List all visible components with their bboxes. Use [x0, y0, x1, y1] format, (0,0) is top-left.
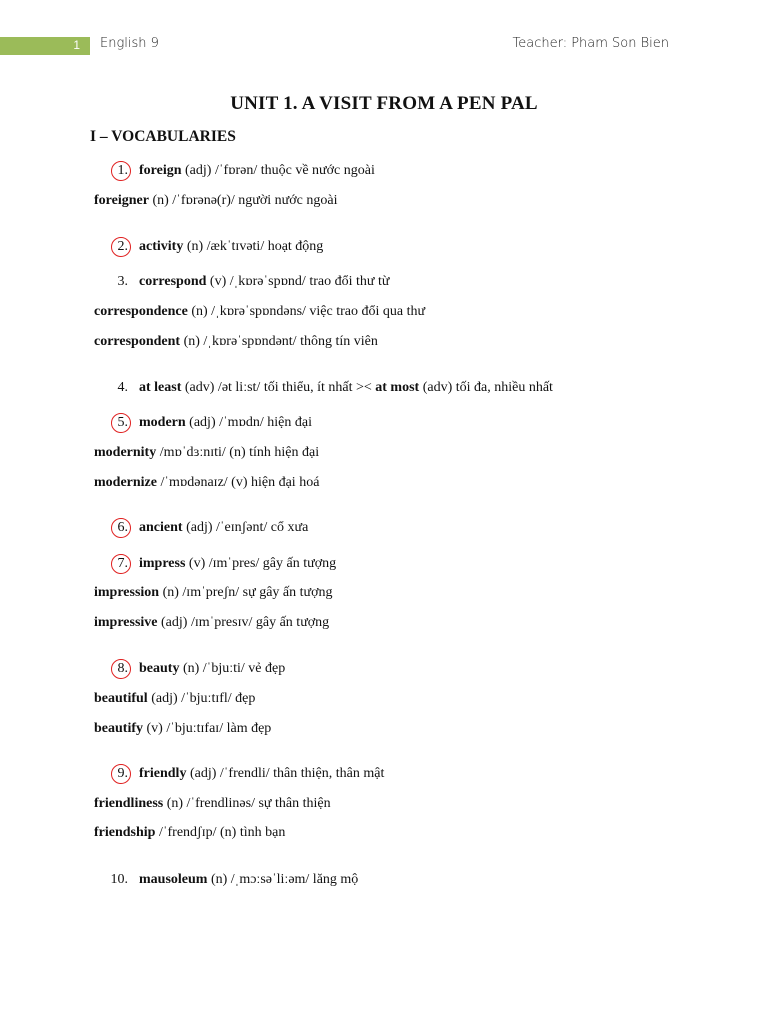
vocab-definition: /mɒˈdɜːnɪti/ (n) tính hiện đại: [156, 445, 320, 460]
vocab-word: beautify: [94, 721, 143, 736]
entry-number: 4.: [117, 380, 128, 395]
vocab-entry-derived: [94, 444, 319, 462]
page-number-badge: [0, 37, 90, 55]
vocab-word: beautiful: [94, 691, 148, 706]
entry-number: 10.: [110, 872, 128, 887]
vocab-word: ancient: [139, 520, 183, 535]
vocab-definition: (n) /ˌmɔːsəˈliːəm/ lăng mộ: [207, 872, 359, 887]
entry-number: 7.: [117, 556, 128, 571]
entry-number: 5.: [117, 415, 128, 430]
header-teacher: Teacher: Pham Son Bien: [512, 36, 669, 51]
vocab-word: impression: [94, 585, 160, 600]
vocab-definition: (n) /ˈfɒrənə(r)/ người nước ngoài: [148, 193, 338, 208]
entry-number: 8.: [117, 661, 128, 676]
red-circle-mark: [111, 659, 131, 679]
vocab-word: correspond: [139, 274, 207, 289]
vocab-word: beauty: [139, 661, 180, 676]
entry-number: 2.: [117, 239, 128, 254]
vocab-word: foreign: [139, 163, 182, 178]
vocab-definition: (adj) /ɪmˈpresɪv/ gây ấn tượng: [157, 615, 330, 630]
entry-number: 6.: [117, 520, 128, 535]
vocab-entry-derived: [94, 690, 255, 708]
red-circle-mark: [111, 764, 131, 784]
vocab-entry-main: [139, 379, 553, 397]
vocab-definition: (n) /ˈbjuːti/ vẻ đẹp: [179, 661, 286, 676]
vocab-entry-main: [139, 660, 285, 678]
vocab-definition: (n) /ˈfrendlinəs/ sự thân thiện: [163, 796, 331, 811]
vocab-definition: (n) /ɪmˈpreʃn/ sự gây ấn tượng: [159, 585, 333, 600]
vocab-definition: (adj) /ˈfɒrən/ thuộc về nước ngoài: [181, 163, 375, 178]
vocab-word: friendly: [139, 766, 187, 781]
red-circle-mark: [111, 413, 131, 433]
vocab-word: impressive: [94, 615, 158, 630]
vocab-entry-main: [139, 519, 308, 537]
vocab-definition: (v) /ˌkɒrəˈspɒnd/ trao đổi thư từ: [206, 274, 390, 289]
vocab-definition: (n) /ækˈtɪvəti/ hoạt động: [183, 239, 324, 254]
vocab-entry-derived: [94, 333, 378, 351]
vocab-entry-main: [139, 238, 323, 256]
vocab-word: correspondent: [94, 334, 181, 349]
vocab-entry-main: [139, 765, 384, 783]
page-header: [0, 37, 768, 55]
entry-number: 3.: [117, 274, 128, 289]
vocab-definition: (adj) /ˈeɪnʃənt/ cổ xưa: [182, 520, 309, 535]
vocab-entry-main: [139, 871, 358, 889]
vocab-definition: /ˈfrendʃɪp/ (n) tình bạn: [155, 825, 286, 840]
vocab-entry-derived: [94, 303, 425, 321]
vocab-entry-main: [139, 273, 389, 291]
page-number: 1: [73, 38, 80, 52]
entry-number: 9.: [117, 766, 128, 781]
vocab-definition: (adv) /ət liːst/ tối thiểu, ít nhất ><: [181, 380, 376, 395]
header-subject: English 9: [100, 36, 159, 51]
vocab-definition: (adj) /ˈbjuːtɪfl/ đẹp: [147, 691, 256, 706]
vocab-word: impress: [139, 556, 186, 571]
red-circle-mark: [111, 237, 131, 257]
red-circle-mark: [111, 161, 131, 181]
red-circle-mark: [111, 554, 131, 574]
vocab-definition: /ˈmɒdənaɪz/ (v) hiện đại hoá: [156, 475, 320, 490]
vocab-word: modernize: [94, 475, 157, 490]
vocab-word: mausoleum: [139, 872, 208, 887]
vocab-word: foreigner: [94, 193, 149, 208]
vocab-word: friendship: [94, 825, 156, 840]
vocab-entry-derived: [94, 584, 333, 602]
vocab-word: at least: [139, 380, 182, 395]
vocab-entry-main: [139, 555, 336, 573]
vocab-word: correspondence: [94, 304, 188, 319]
vocab-definition: (adv) tối đa, nhiều nhất: [419, 380, 553, 395]
vocab-word: friendliness: [94, 796, 164, 811]
vocab-entry-derived: [94, 192, 337, 210]
vocab-word: at most: [375, 380, 420, 395]
vocab-word: activity: [139, 239, 184, 254]
vocab-entry-derived: [94, 720, 271, 738]
vocab-entry-main: [139, 162, 375, 180]
vocab-definition: (adj) /ˈfrendli/ thân thiện, thân mật: [186, 766, 385, 781]
vocab-definition: (v) /ˈbjuːtɪfaɪ/ làm đẹp: [143, 721, 272, 736]
vocab-entry-derived: [94, 824, 285, 842]
entry-number: 1.: [117, 163, 128, 178]
section-title: I – VOCABULARIES: [90, 128, 236, 145]
document-title: UNIT 1. A VISIT FROM A PEN PAL: [230, 93, 538, 114]
vocab-entry-derived: [94, 614, 329, 632]
vocab-word: modern: [139, 415, 186, 430]
vocab-definition: (adj) /ˈmɒdn/ hiện đại: [185, 415, 312, 430]
vocab-definition: (n) /ˌkɒrəˈspɒndənt/ thông tín viên: [180, 334, 378, 349]
red-circle-mark: [111, 518, 131, 538]
vocab-word: modernity: [94, 445, 157, 460]
vocab-entry-main: [139, 414, 312, 432]
vocab-entry-derived: [94, 474, 319, 492]
vocab-definition: (v) /ɪmˈpres/ gây ấn tượng: [185, 556, 337, 571]
vocab-definition: (n) /ˌkɒrəˈspɒndəns/ việc trao đổi qua thư: [187, 304, 426, 319]
vocab-entry-derived: [94, 795, 331, 813]
